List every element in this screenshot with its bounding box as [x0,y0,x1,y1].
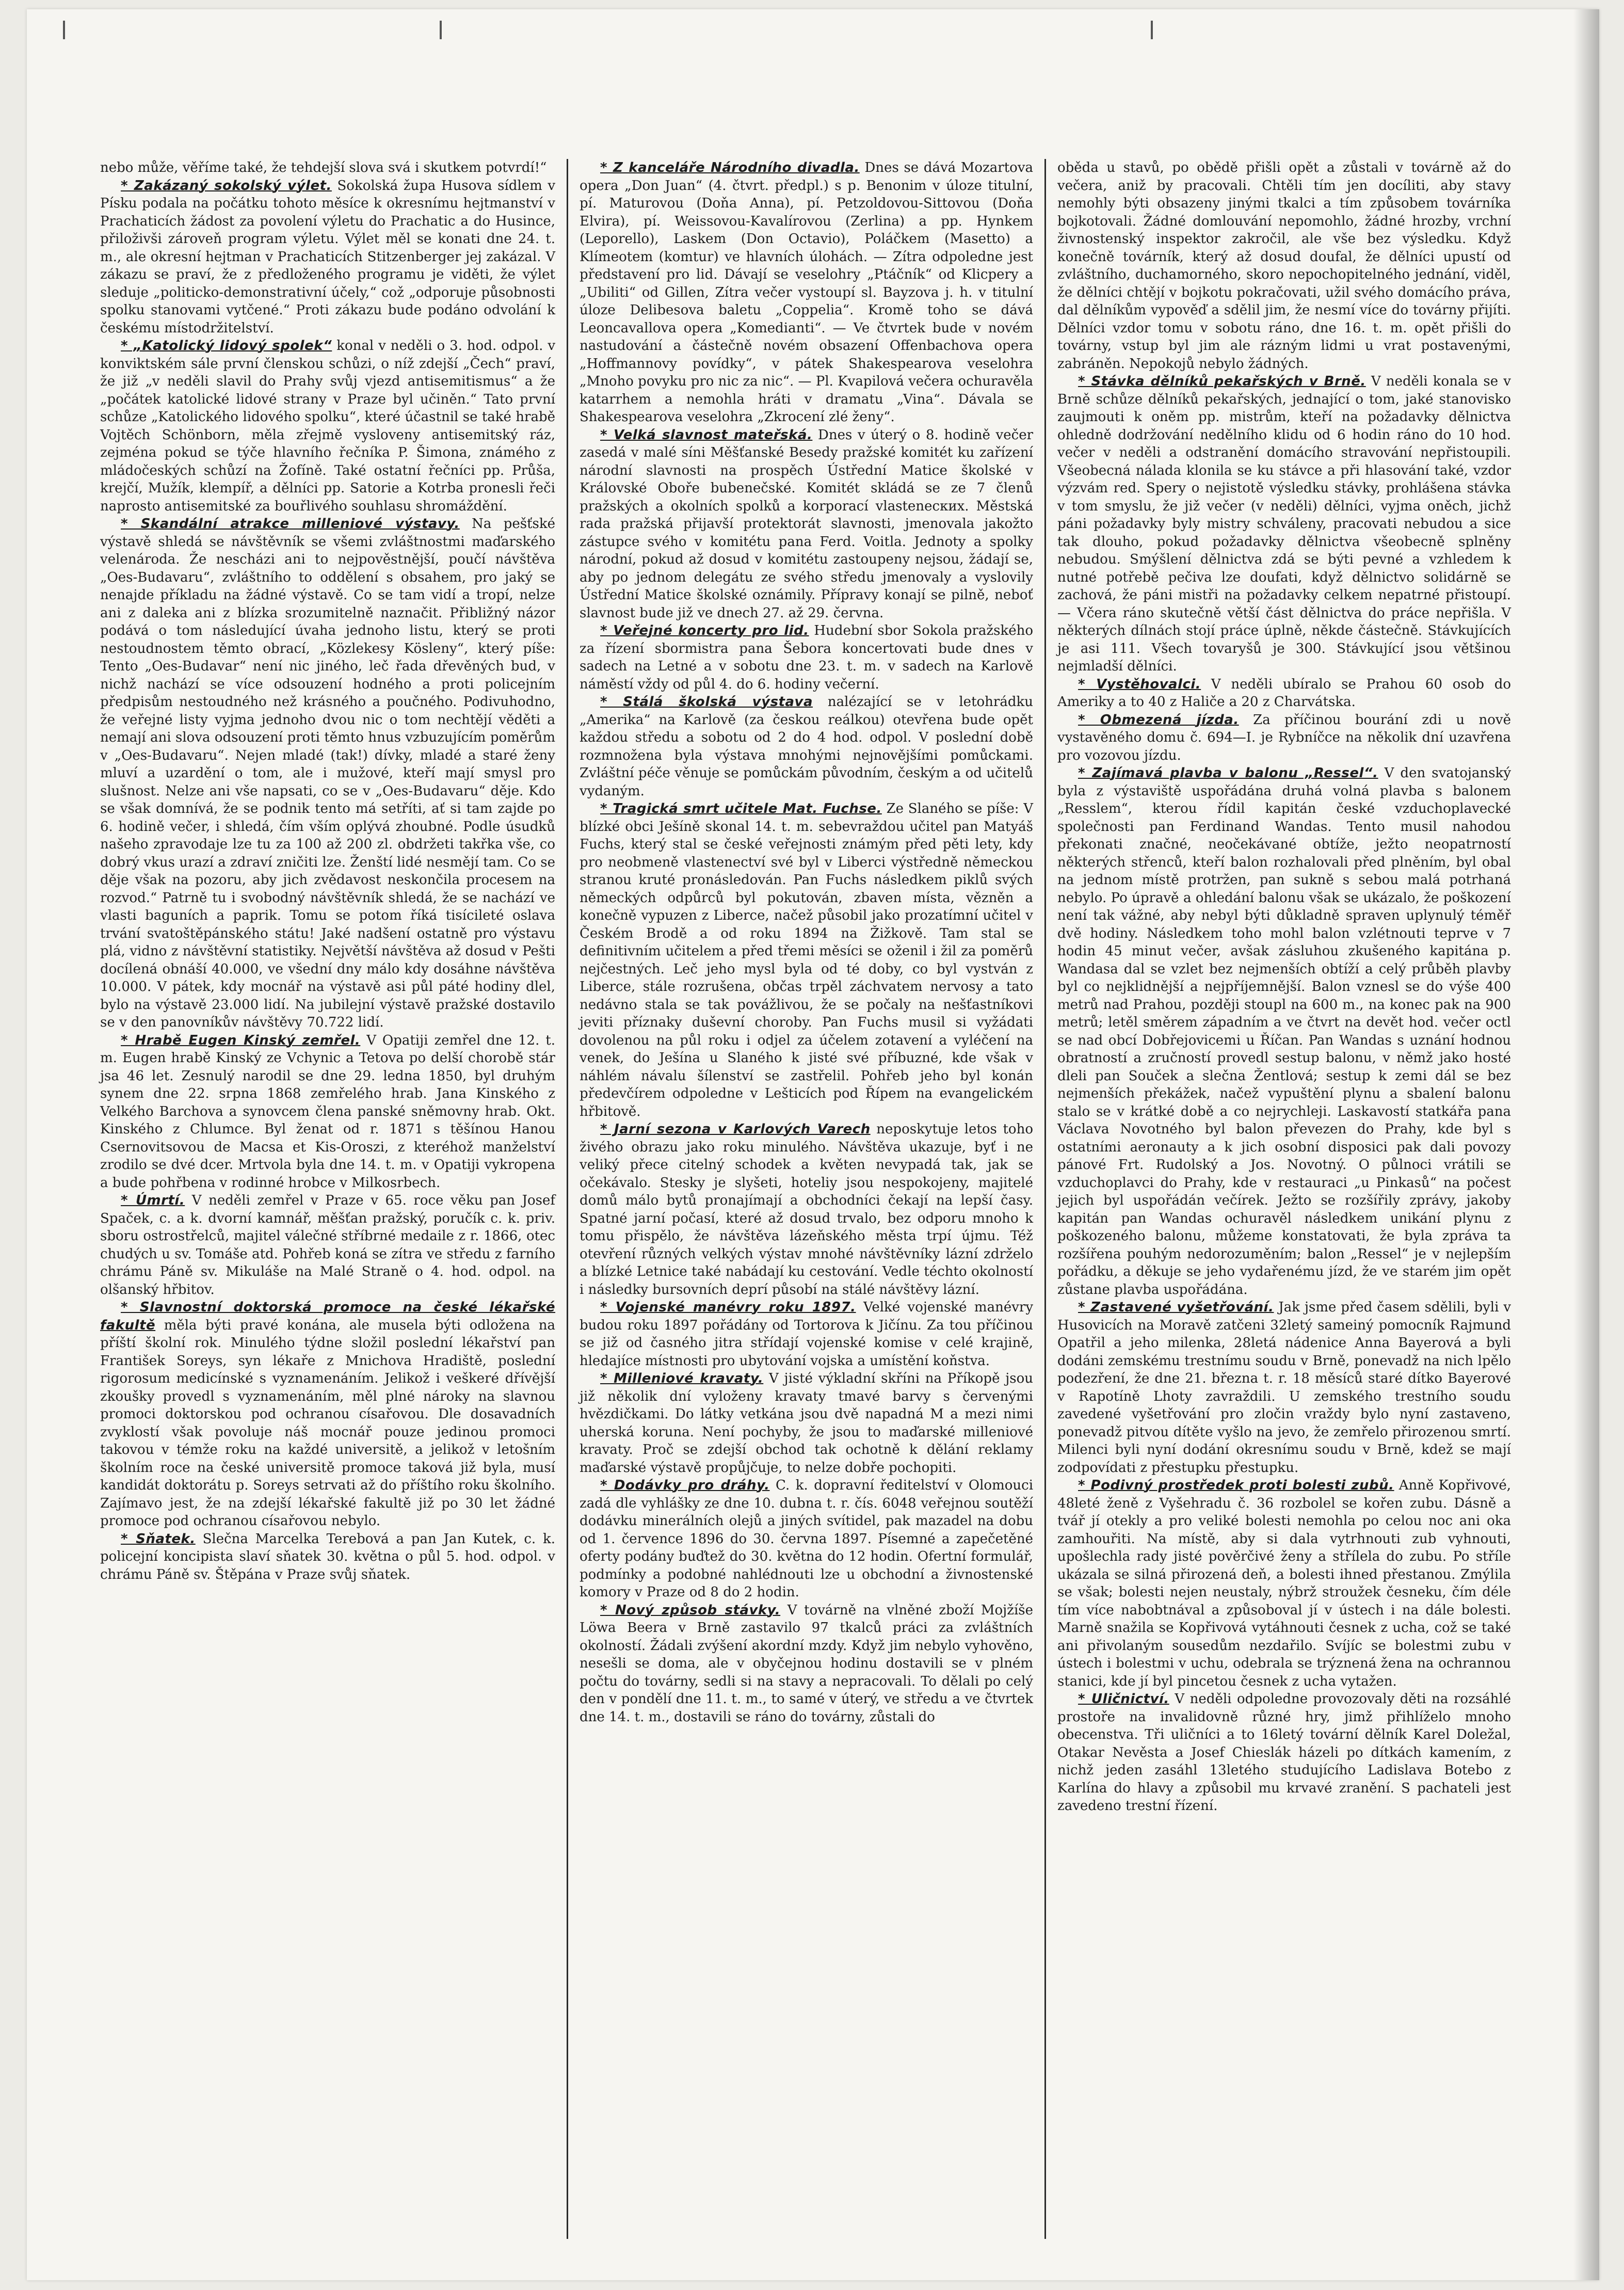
column-middle [567,159,1044,2239]
news-item-body: měla býti pravé konána, ale musela býti odložena na příští školní rok. Minulého týdne složil poslední lékařství pan František Soreys, syn lékaře z Mnichova Hradiště, poslední rigorosum medicínské s vyznamenáním. Jelikož i veškeré dřívější zkoušky provedl s vyznamenáním, měl plné nároky na slavnou promoci doktorskou pod ochranou císařovou. Dle dosavadních zvyklostí však povoluje náš mocnář pouze jedinou promoci takovou v témže roku na každé universitě, a jelikož v letošním školním roce na české universitě promoce taková již byla, musí kandidát doktorátu p. Soreys setrvati až do příštího roku školního. Zajímavo jest, že na zdejší lékařské fakultě již po 30 let žádné promoce pod ochranou císařovou nebylo. [100,1317,555,1529]
fold-mark [63,21,65,39]
news-item [580,159,1033,426]
news-item [580,693,1033,800]
news-item-body: Na pešťské výstavě shledá se návštěvník se všemi zvláštnostmi maďarského velenároda. Že nescházi ani to nejpověstnější, poučí návštěva „Oes-Budavaru“, zvláštního to oddělení s obsahem, pro jaký se nenajde příkladu na žádné výstavě. Co se tam vidí a tropí, nelze ani z daleka ani z blízka srozumitelně naznačit. Přibližný názor podává o tom následující úvaha jednoho listu, který se proti nestoudnostem těmto obrací, „Közlekesy Kösleny“, který píše: Tento „Oes-Budavar“ není nic jiného, leč řada dřevěných bud, v nichž nachází se více odsouzení hodného a proti policejním předpisům nestoudného než krásného a poučného. Podivuhodno, že veřejné listy vyjma jednoho dvou nic o tom nechtějí věděti a nemají ani slova odsouzení proti těmto hnus vzbuzujícím poměrům v „Oes-Budavaru“. Nejen mladé (tak!) dívky, mladé a staré ženy mluví a uzardění o tom, ale i mužové, kteří mají smysl pro slušnost. Nelze ani vše napsati, co se v „Oes-Budavaru“ děje. Kdo se však domnívá, že se podnik tento má setříti, ať si tam zajde po 6. hodině večer, i shledá, čím vším oplývá zhoubné. Podle úsudků našeho zpravodaje lze tu za 100 až 200 zl. obdržeti takřka vše, co dobrý vkus urazí a zdraví zničiti lze. Ženští lidé nesmějí tam. Co se děje však na pozoru, aby jich zvědavost neskončila procesem na rozvod.“ Patrně tu i svobodný návštěvník shledá, že se nachází ve vlasti baguních a paprik. Tomu se potom říká tisícileté oslava trvání svatoštěpánského státu! Jaké nadšení ostatně pro výstavu plá, vidno z návštěvní statistiky. Největší návštěva až dosud v Pešti docílená obnáší 40.000, ve všední dny málo kdy dosáhne návštěva 10.000. V pátek, kdy mocnář na výstavě asi půl páté hodiny dlel, bylo na výstavě 23.000 lidí. Na jubilejní výstavě pražské dostavilo se v den panovníkův návštěvy 70.722 lidí. [100,516,556,1030]
news-item [1057,373,1511,676]
news-item-body: Slečna Marcelka Terebová a pan Jan Kutek, c. k. policejní koncipista slaví sňatek 30. května o půl 5. hod. odpol. v chrámu Páně sv. Štěpána v Praze svůj sňatek. [100,1531,555,1582]
news-item [1057,764,1511,1299]
news-item-body: konal v neděli o 3. hod. odpol. v konviktském sále první členskou schůzi, o níž zdejší „Čech“ praví, že již „v neděli slavil do Prahy svůj vjezd antisemitismus“ a že „počátek katolické lidové strany v Praze byl učiněn.“ Tato první schůze „Katolického lidového spolku“, které účastnil se také hrabě Vojtěch Schönborn, měla zřejmě vysloveny antisemitský ráz, zejména pokud se týče hlavního řečníka P. Šimona, známého z mládočeských schůzí na Žofíně. Také ostatní řečníci pp. Průša, krejčí, Mužík, klempíř, a dělníci pp. Satorie a Kotrba pronesli řeči naprosto antisemitské za bouřlivého souhlasu shromáždění. [100,338,556,514]
news-item-heading: * Obmezená jízda. [1078,712,1239,728]
news-item-heading: * Sňatek. [121,1531,196,1547]
news-item-body: nalézající se v letohrádku „Amerika“ na Karlově (za českou reálkou) otevřena bude opět každou středu a sobotu od 2 do 4 hod. odpol. V poslední době rozmnožena byla výstava mnohými nejnovějšími pomůckami. Zvláštní péče věnuje se pomůckám původním, českým a od učitelů vydaným. [580,694,1033,799]
news-item-body: nebo může, věříme také, že tehdejší slova svá i skutkem potvrdí!“ [100,160,547,175]
news-item [1057,1299,1511,1477]
news-item-heading: * Milleniové kravaty. [600,1371,764,1386]
news-item [100,1299,555,1530]
news-item-body: V neděli ubíralo se Prahou 60 osob do Ameriky a to 40 z Haliče a 20 z Charvátska. [1057,676,1512,710]
news-item [580,800,1033,1120]
news-item [1057,711,1511,765]
news-item-heading: * Dodávky pro dráhy. [600,1478,770,1493]
news-item [1057,1477,1511,1690]
news-item [100,337,555,515]
news-item-body: Anně Kopřivové, 48leté ženě z Vyšehradu č. 36 rozbolel se kořen zubu. Dásně a tvář jí otekly a pro veliké bolesti nemohla po celou noc ani oka zamhouřiti. Na místě, aby si dala vytrhnouti zub vyhnouti, upošlechla rady jisté pověrčivé ženy a střílela do zubu. Po stříle ukázala se silná přirozená deň, a bolesti ihned přestanou. Zmýlila se však; bolesti nejen neustaly, nýbrž stroužek česneku, čím déle tím více nabobtnával a způsoboval jí v ústech i na dále bolesti. Marně snažila se Kopřivová vytáhnouti česnek z ucha, což se také ani přivolaným sousedům nezdařilo. Svíjíc se bolestmi zubu v ústech i bolestmi v uchu, odebrala se trýznená žena na ochrannou stanici, kde jí byl pincetou česnek z ucha vytažen. [1057,1478,1511,1689]
news-item-body: Dnes v úterý o 8. hodině večer zasedá v malé síni Měšťanské Besedy pražské komitét ku zařízení národní slavnosti na prospěch Ústřední Matice školské v Královské Oboře bubenečské. Komitét skládá se ze 7 členů pražských a okolních spolků a korporací vlastenecких. Městská rada pražská přijavší protektorát slavnosti, jmenovala jakožto zástupce svého v komitétu pana Ferd. Voitla. Jednoty a spolky národní, pokud až dosud v komitétu zastoupeny nejsou, žádají se, aby po jednom delegátu ze svého středu jmenovaly a vyslovily Ústřední Matice školské oznámily. Přípravy konají se pilně, neboť slavnost bude již ve dnech 27. až 29. června. [580,427,1034,621]
news-item-heading: * Z kanceláře Národního divadla. [600,160,860,175]
news-item-body: Za příčinou bourání zdi u nově vystavěného domu č. 694—I. je Rybníčce na několik dní uzavřena pro vozovou jízdu. [1057,712,1511,763]
news-item-body: V neděli zemřel v Praze v 65. roce věku pan Josef Spaček, c. a k. dvorní kamnář, měšťan pražský, poručík c. k. priv. sboru ostrostřelců, majitel válečné stříbrné medaile z r. 1866, otec chudých u sv. Tomáše atd. Pohřeb koná se zítra ve středu z farního chrámu Páně sv. Mikuláše na Malé Straně o 4. hod. odpol. na olšanský hřbitov. [100,1193,556,1298]
news-item-heading: * Zastavené vyšetřování. [1078,1300,1274,1315]
news-item-body: Sokolská župa Husova sídlem v Písku podala na počátku tohoto měsíce k okresnímu hejtmanství v Prachaticích žádost za povolení výletu do Prachatic a do Husince, přiloživši zároveň program výletu. Výlet měl se konati dne 24. t. m., ale okresní hejtman v Prachaticích Stitzenberger jej zakázal. V zákazu se praví, že z předloženého programu je viděti, že výlet sleduje „politicko-demonstrativní účely,“ což „odporuje působnosti spolku stanovami vytčené.“ Proti zákazu bude podáno odvolání k českému místodržitelství. [100,178,556,336]
page-edge-shadow [1573,9,1599,2280]
news-item-heading: * Vojenské manévry roku 1897. [600,1300,856,1315]
news-item-heading: * Vystěhovalci. [1078,676,1201,692]
news-item-heading: * Zajímavá plavba v balonu „Ressel“. [1078,765,1378,781]
column-left [89,159,567,2239]
news-item [100,177,555,338]
news-item [100,515,555,1032]
news-item-body: C. k. dopravní ředitelství v Olomouci zadá dle vyhlášky ze dne 10. dubna t. r. čís. 6048 veřejnou soutěží dodávku minerálních olejů a jiných svítidel, pak mazadel na dobu od 1. července 1896 do 30. června 1897. Písemné a zapečetěné oferty podány buďtež do 30. května do 12 hodin. Ofertní formulář, podmínky a podobné nahlédnouti lze u obchodní a živnostenské komory v Praze od 8 do 2 hodin. [580,1478,1034,1600]
news-item [580,1299,1033,1370]
column-right [1044,159,1522,2239]
news-item-body: Ze Slaného se píše: V blízké obci Ješíně skonal 14. t. m. sebevraždou učitel pan Matyáš Fuchs, který stal se české veřejnosti známým před pěti lety, kdy pro neobmeně vlastenectví své byl v Liberci výstředně německou stranou kruté pronásledován. Pan Fuchs následkem piklů svých německých odpůrců byl pokutován, zbaven místa, vězněn a konečně vypuzen z Liberce, načež působil jako prozatímní učitel v Českém Brodě a od roku 1894 na Žižkově. Tam stal se definitivním učitelem a před třemi měsíci se oženil i žil za poměrů nejčestných. Leč jeho mysl byla od té doby, co byl vystván z Liberce, stále rozrušena, občas trpěl záchvatem nervosy a tato nedávno stala se tak povážlivou, že se počaly na nešťastníkovi jeviti příznaky duševní choroby. Pan Fuchs musil si vyžádati dovolenou na půl roku i odjel za účelem zotavení a vyléčení na venek, do Ješína u Slaného k jisté své příbuzné, kde však v náhlém návalu šílenství se zastřelil. Pohřeb jeho byl konán předevčírem odpoledne v Lešticích pod Řípem na evangelickém hřbitově. [580,801,1034,1119]
news-item [580,1120,1033,1299]
text-columns [89,159,1523,2239]
news-item-body: V neděli odpoledne provozovaly děti na rozsáhlé prostoře na invalidovně různé hry, jimž přihlíželo mnoho obecenstva. Tři uličníci a to 16letý tovární dělník Karel Doležal, Otakar Nevěsta a Josef Chieslák házeli po dítkách kamením, z nichž jeden zasáhl 13letého studujícího Ladislava Botebo z Karlína do hlavy a způsobil mu krvavé zranění. S pachateli jest zavedeno trestní řízení. [1057,1691,1512,1814]
news-item-heading: * Zakázaný sokolský výlet. [121,178,332,194]
news-item-heading: * Jarní sezona v Karlových Varech [600,1122,871,1137]
news-item-body: oběda u stavů, po obědě přišli opět a zůstali v továrně až do večera, aniž by pracovali. Chtěli tím jen docíliti, aby stavy nemohly býti obsazeny jinými tkalci a tím způsobem továrníka bojkotovali. Žádné domlouvání nepomohlo, žádné hrozby, vrchní živnostenský inspektor zakročil, ale vše bez výsledku. Když konečně továrník, který až dosud doufal, že dělníci upustí od zvláštního, duchamorného, skoro nepochopitelného jednání, viděl, že dělníci chtějí v bojkotu pokračovati, užil svého domácího práva, dal dělníkům vypověď a sdělil jim, že nesmí více do továrny přijíti. Dělníci vzdor tomu v sobotu ráno, dne 16. t. m. opět přišli do továrny, vstup byl jim ale rázným lidmi u vrat postavenými, zabráněn. Nepokojů nebylo žádných. [1057,160,1511,372]
news-item-heading: * Uličnictví. [1078,1691,1169,1707]
news-item [100,1192,555,1299]
news-item-heading: * Nový způsob stávky. [600,1602,781,1618]
news-item [1057,159,1511,373]
news-item-body: V továrně na vlněné zboží Mojžíše Löwa Beera v Brně zastavilo 97 tkalců práci za zvláštních okolností. Žádali zvýšení akordní mzdy. Když jim nebylo vyhověno, nesešli se doma, ale v obyčejnou hodinu dostavili se v plném počtu do továrny, sedli si na stavy a nepracovali. To dělali po celý den v pondělí dne 11. t. m., to samé v úterý, ve středu a ve čtvrtek dne 14. t. m., dostavili se ráno do továrny, zůstali do [580,1602,1033,1725]
news-item-heading: * Hrabě Eugen Kinský zemřel. [121,1032,361,1048]
news-item [100,1032,555,1192]
news-item-body: neposkytuje letos toho živého obrazu jako roku minulého. Návštěva ukazuje, byť i ne veliký přece citelný schodek a květen nevypadá tak, jak se očekávalo. Stesky je slyšeti, hoteliy jsou nespokojeny, majitelé domů málo bytů pronajímají a obchodníci čekají na lepší časy. Spatné jarní počasí, které až dosud trvalo, bez odporu mnoho k tomu přispělo, že návštěva lázeňského města trpí újmu. Též otevření různých velkých výstav mnohé návštěvníky lázní zdrželo a blízké Letnice také nabádají ku cestování. Vedle téchto okolností i následky bursovních deprí působí na stálé návštěvy lázní. [580,1122,1033,1298]
news-item [580,1602,1033,1726]
news-item-body: V jisté výkladní skříni na Příkopě jsou již několik dní vyloženy kravaty tmavé barvy s červenými hvězdičkami. Do látky vetkána jsou dvě napadná M a mezi nimi uherská koruna. Není pochyby, že jsou to maďarské milleniové kravaty. Proč se zdejší obchod tak ochotně k dělání reklamy maďarské výstavě propůjčuje, to nelze dobře pochopiti. [580,1371,1034,1476]
news-item-heading: * Slavnostní doktorská promoce na české lékařské fakultě [100,1300,555,1333]
news-item-body: Velké vojenské manévry budou roku 1897 pořádány od Tortorova k Jičínu. Za tou příčinou se již od časného jitra střídají vojenské komise v celé krajině, hledajíce místnosti pro ubytování vojska a umístění koňstva. [580,1300,1034,1369]
news-item [580,426,1033,622]
news-item-body: V Opatiji zemřel dne 12. t. m. Eugen hrabě Kinský ze Vchynic a Tetova po delší chorobě stár jsa 46 let. Zesnulý narodil se dne 29. ledna 1850, byl druhým synem dne 22. srpna 1868 zemřelého hrab. Jana Kinského z Velkého Barchova a synovcem člena panské sněmovny hrab. Okt. Kinského z Chlumce. Byl ženat od r. 1871 s těšínou Hanou Csernovitsovou de Macsa et Kis-Oroszi, z kteréhož manželství zrodilo se dvé dcer. Mrtvola byla dne 14. t. m. v Opatiji vykropena a bude pohřbena v rodinné hrobce v Milkosrbech. [100,1032,555,1191]
news-item-heading: * Stálá školská výstava [600,694,813,710]
news-item [580,1370,1033,1477]
news-item [100,159,555,177]
news-item-heading: * Velká slavnost mateřská. [600,427,813,443]
news-item [100,1530,555,1584]
news-item-body: V den svatojanský byla z výstaviště uspořádána druhá volná plavba s balonem „Resslem“, kterou řídil kapitán české vzduchoplavecké společnosti pan Ferdinand Wandas. Tento musil nahodou překonati značné, neočekávané obtíže, ježto neopatrností některých střenců, kteří balon rozhalovali před plněním, byl obal na jednom místě protržen, pan sukně s sebou malá potrhaná nebylo. Po úpravě a ohledání balonu však se ukázalo, že poškození není tak vážné, aby nebyl býti důkladně spraven uplynulý téměř dvě hodiny. Následkem toho mohl balon vzlétnouti teprve v 7 hodin 45 minut večer, avšak zásluhou zkušeného kapitána p. Wandasa dal se vzlet bez nejmenších obtíží a celý průběh plavby byl co nejklidnější a nejpříjemnější. Balon vznesl se do výše 400 metrů nad Prahou, později stoupl na 600 m., na konec pak na 900 metrů; letěl směrem západním a ve čtvrt na devět hod. večer octl se nad obcí Dobřejovicemi u Říčan. Pan Wandas s uznání hodnou obratností a zručností provedl sestup balonu, v němž jako hosté dleli pan Souček a slečna Žentlová; sestup k zemi dál se bez nejmenších překážek, načež vypuštění plynu a sbalení balonu stalo se v krátké době a co nejrychleji. Laskavostí statkářa pana Václava Novotného byl balon převezen do Prahy, kde byl s ostatními aeronauty a k jich osobní disposici pak dali povozy pánové Frt. Rudolský a Jos. Novotný. O půlnoci vrátili se vzduchoplavci do Prahy, kde v restauraci „u Pinkasů“ na počest jejich byl uspořádán večírek. Ježto se rozšířily zprávy, jakoby kapitán pan Wandas ochuravěl následkem unikání plynu z poškozeného balonu, můžeme konstatovati, že byla zpráva ta rozšířena pouhým nedorozuměním; balon „Ressel“ je v nejlepším pořádku, a děkuje se jeho vydařenému jízd, že ve starém jim opět zůstane plavba uspořádána. [1057,765,1512,1298]
fold-mark [440,21,442,39]
news-item-body: Dnes se dává Mozartova opera „Don Juan“ (4. čtvrt. předpl.) s p. Benonim v úloze titulní, pí. Maturovou (Doňa Anna), pí. Petzoldovou-Sittovou (Doňa Elvira), pí. Weissovou-Kavalírovou (Zerlina) a pp. Hynkem (Leporello), Laskem (Don Octavio), Poláčkem (Masetto) a Klímeotem (komtur) ve hlavních úlohách. — Zítra odpoledne jest představení pro lid. Dávají se veselohry „Ptáčník“ od Klicpery a „Ubiliti“ od Gillen, Zítra večer vystoupí sl. Bayzova j. h. v titulní úloze Delibesova baletu „Coppelia“. Kromě toho se dává Leoncavallova opera „Komedianti“. — Ve čtvrtek bude v novém nastudování a částečně novém obsazení Offenbachova opera „Hoffmannovy povídky“, v pátek Shakespearova veselohra „Mnoho povyku pro nic za nic“. — Pl. Kvapilová večera ochuravěla katarrhem a nemohla hráti v dramatu „Vina“. Dávala se Shakespearova veselohra „Zkrocení zlé ženy“. [580,160,1034,425]
news-item [580,622,1033,693]
newspaper-page [27,9,1599,2280]
news-item-heading: * Skandální atrakce milleniové výstavy. [121,516,460,532]
news-item-body: Jak jsme před časem sdělili, byli v Husovicích na Moravě zatčeni 32letý sameiný pomocník Rajmund Opatřil a jeho milenka, 28letá nádenice Anna Bayerová a byli dodáni zemskému trestnímu soudu v Brně, ponevadž na nich lpělo podezření, že dne 21. března t. r. 18 měsíců staré dítko Bayerové v Rapotíně Lhoty zavraždili. U zemského trestního soudu zavedené vyšetřování pro zločin vraždy bylo nyní zastaveno, ponevadž pitvou dítěte vyšlo na jevo, že zemřelo přirozenou smrtí. Milenci byli nyní dodání okresnímu soudu v Brně, kdež se mají zodpovídati z přestupku přestupku. [1057,1300,1512,1476]
news-item-heading: * Podivný prostředek proti bolesti zubů. [1078,1478,1394,1493]
news-item-body: Hudební sbor Sokola pražského za řízení sbormistra pana Šebora koncertovati bude dnes v sadech na Letné a v sobotu dne 23. t. m. v sadech na Karlově náměstí vždy od půl 4. do 6. hodiny večerní. [580,623,1034,692]
news-item [580,1477,1033,1602]
fold-marks [27,21,1599,41]
news-item [1057,676,1511,711]
news-item-body: V neděli konala se v Brně schůze dělníků pekařských, jednající o tom, jaké stanovisko zaujmouti k oněm pp. mistrům, kteří na požadavky dělnictva ohledně dodržování nedělního klidu od 6 hodin ráno do 10 hod. večer v neděli a odstranění domácího stravování nepřistoupili. Všeobecná nálada klonila se ku stávce a při hlasování také, vzdor výzvám red. Spery o nejistotě výsledku stávky, prohlášena stávka v tom smyslu, že již večer (v neděli) dělníci, vyjma oněch, jichž páni požadavky byly mistry schváleny, pracovati nebudou a sice tak dlouho, pokud požadavky dělnictva všeobecně splněny nebudou. Smýšlení dělnictva zdá se býti pevné a vzhledem k nutné potřebě pečiva lze doufati, když dělnictvo solidárně se zachová, že páni mistři na požadavky celkem nepatrné přistoupí. — Včera ráno skutečně větší část dělnictva do práce nepřišla. V některých dílnách stojí práce úplně, někde částečně. Stávkujících je asi 111. Všech tovaryšů je 300. Stávkující jsou většinou nejmladší dělníci. [1057,374,1511,674]
news-item [1057,1690,1511,1815]
news-item-heading: * Stávka dělníků pekařských v Brně. [1078,374,1366,389]
news-item-heading: * Tragická smrt učitele Mat. Fuchse. [600,801,882,816]
news-item-heading: * Veřejné koncerty pro lid. [600,623,809,638]
news-item-heading: * Úmrtí. [121,1193,185,1208]
fold-mark [1151,21,1153,39]
news-item-heading: * „Katolický lidový spolek“ [121,338,332,354]
